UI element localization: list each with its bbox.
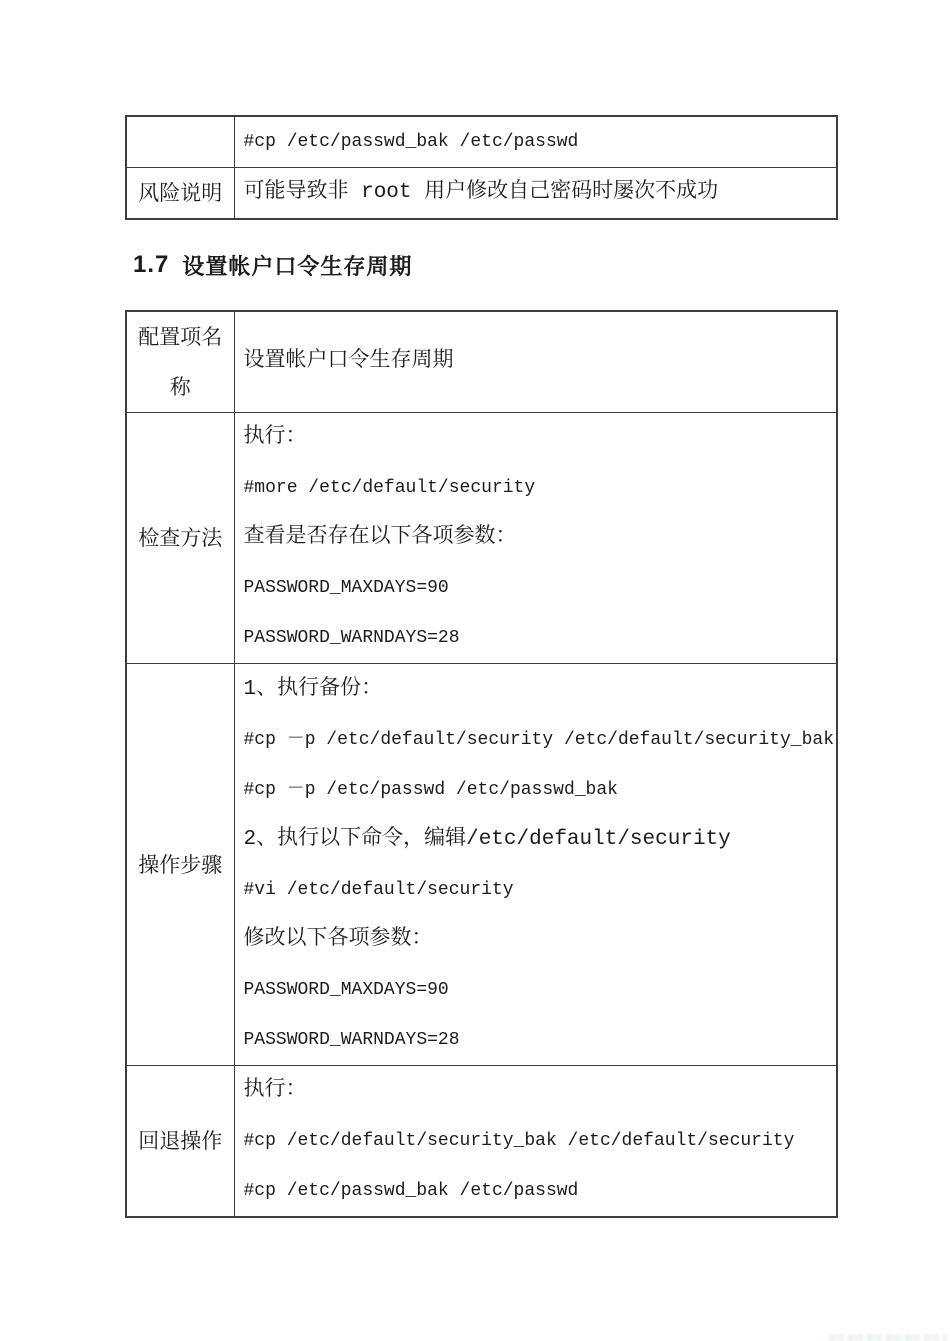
row-label-rollback: 回退操作 (126, 1066, 234, 1218)
operation-step-text: 修改以下各项参数： (243, 927, 433, 951)
row-label-operation-steps: 操作步骤 (126, 664, 234, 1066)
row-content-cell (234, 116, 837, 168)
heading-title: 设置帐户口令生存周期 (182, 253, 413, 279)
command-text: #cp －p /etc/default/security /etc/default/security_bak (243, 729, 834, 750)
table-row (126, 116, 837, 168)
check-step-text: 执行： (243, 426, 307, 449)
command-text: #cp /etc/passwd_bak /etc/passwd (243, 1181, 579, 1201)
command-text: #cp /etc/default/security_bak /etc/default/security (243, 1131, 795, 1151)
section-heading (133, 251, 836, 279)
risk-table (125, 115, 838, 220)
watermark-artifact (829, 1334, 947, 1341)
config-table (125, 310, 838, 1218)
config-name-text: 设置帐户口令生存周期 (243, 350, 454, 373)
row-label-risk: 风险说明 (126, 168, 234, 220)
parameter-text: PASSWORD_MAXDAYS=90 (243, 979, 449, 1000)
operation-step-text: 2、执行以下命令，编辑/etc/default/security (243, 827, 731, 851)
parameter-text: PASSWORD_WARNDAYS=28 (243, 628, 460, 648)
row-content-cell (234, 311, 837, 413)
document-content (125, 115, 836, 1218)
command-text: #more /etc/default/security (243, 478, 536, 498)
command-text: #cp /etc/passwd_bak /etc/passwd (243, 132, 579, 152)
table-row-operation-steps (126, 664, 837, 1066)
table-row (126, 168, 837, 220)
table-row-rollback (126, 1066, 837, 1218)
parameter-text: PASSWORD_WARNDAYS=28 (243, 1029, 460, 1050)
row-content-cell (234, 413, 837, 664)
row-content-cell (234, 1066, 837, 1218)
row-label-empty (126, 116, 234, 168)
table-row-config-name (126, 311, 837, 413)
command-text: #cp －p /etc/passwd /etc/passwd_bak (243, 779, 618, 800)
check-step-text: 查看是否存在以下各项参数： (243, 526, 517, 549)
parameter-text: PASSWORD_MAXDAYS=90 (243, 578, 449, 598)
rollback-step-text: 执行： (243, 1079, 307, 1102)
operation-step-text: 1、执行备份： (243, 677, 383, 701)
row-content-cell (234, 168, 837, 220)
row-label-config-name: 配置项名称 (126, 311, 234, 413)
command-text: #vi /etc/default/security (243, 879, 514, 900)
row-label-check-method: 检查方法 (126, 413, 234, 664)
heading-number: 1.7 (133, 251, 170, 278)
row-content-cell (234, 664, 837, 1066)
table-row-check-method (126, 413, 837, 664)
risk-description-text: 可能导致非 root 用户修改自己密码时屡次不成功 (243, 181, 719, 204)
